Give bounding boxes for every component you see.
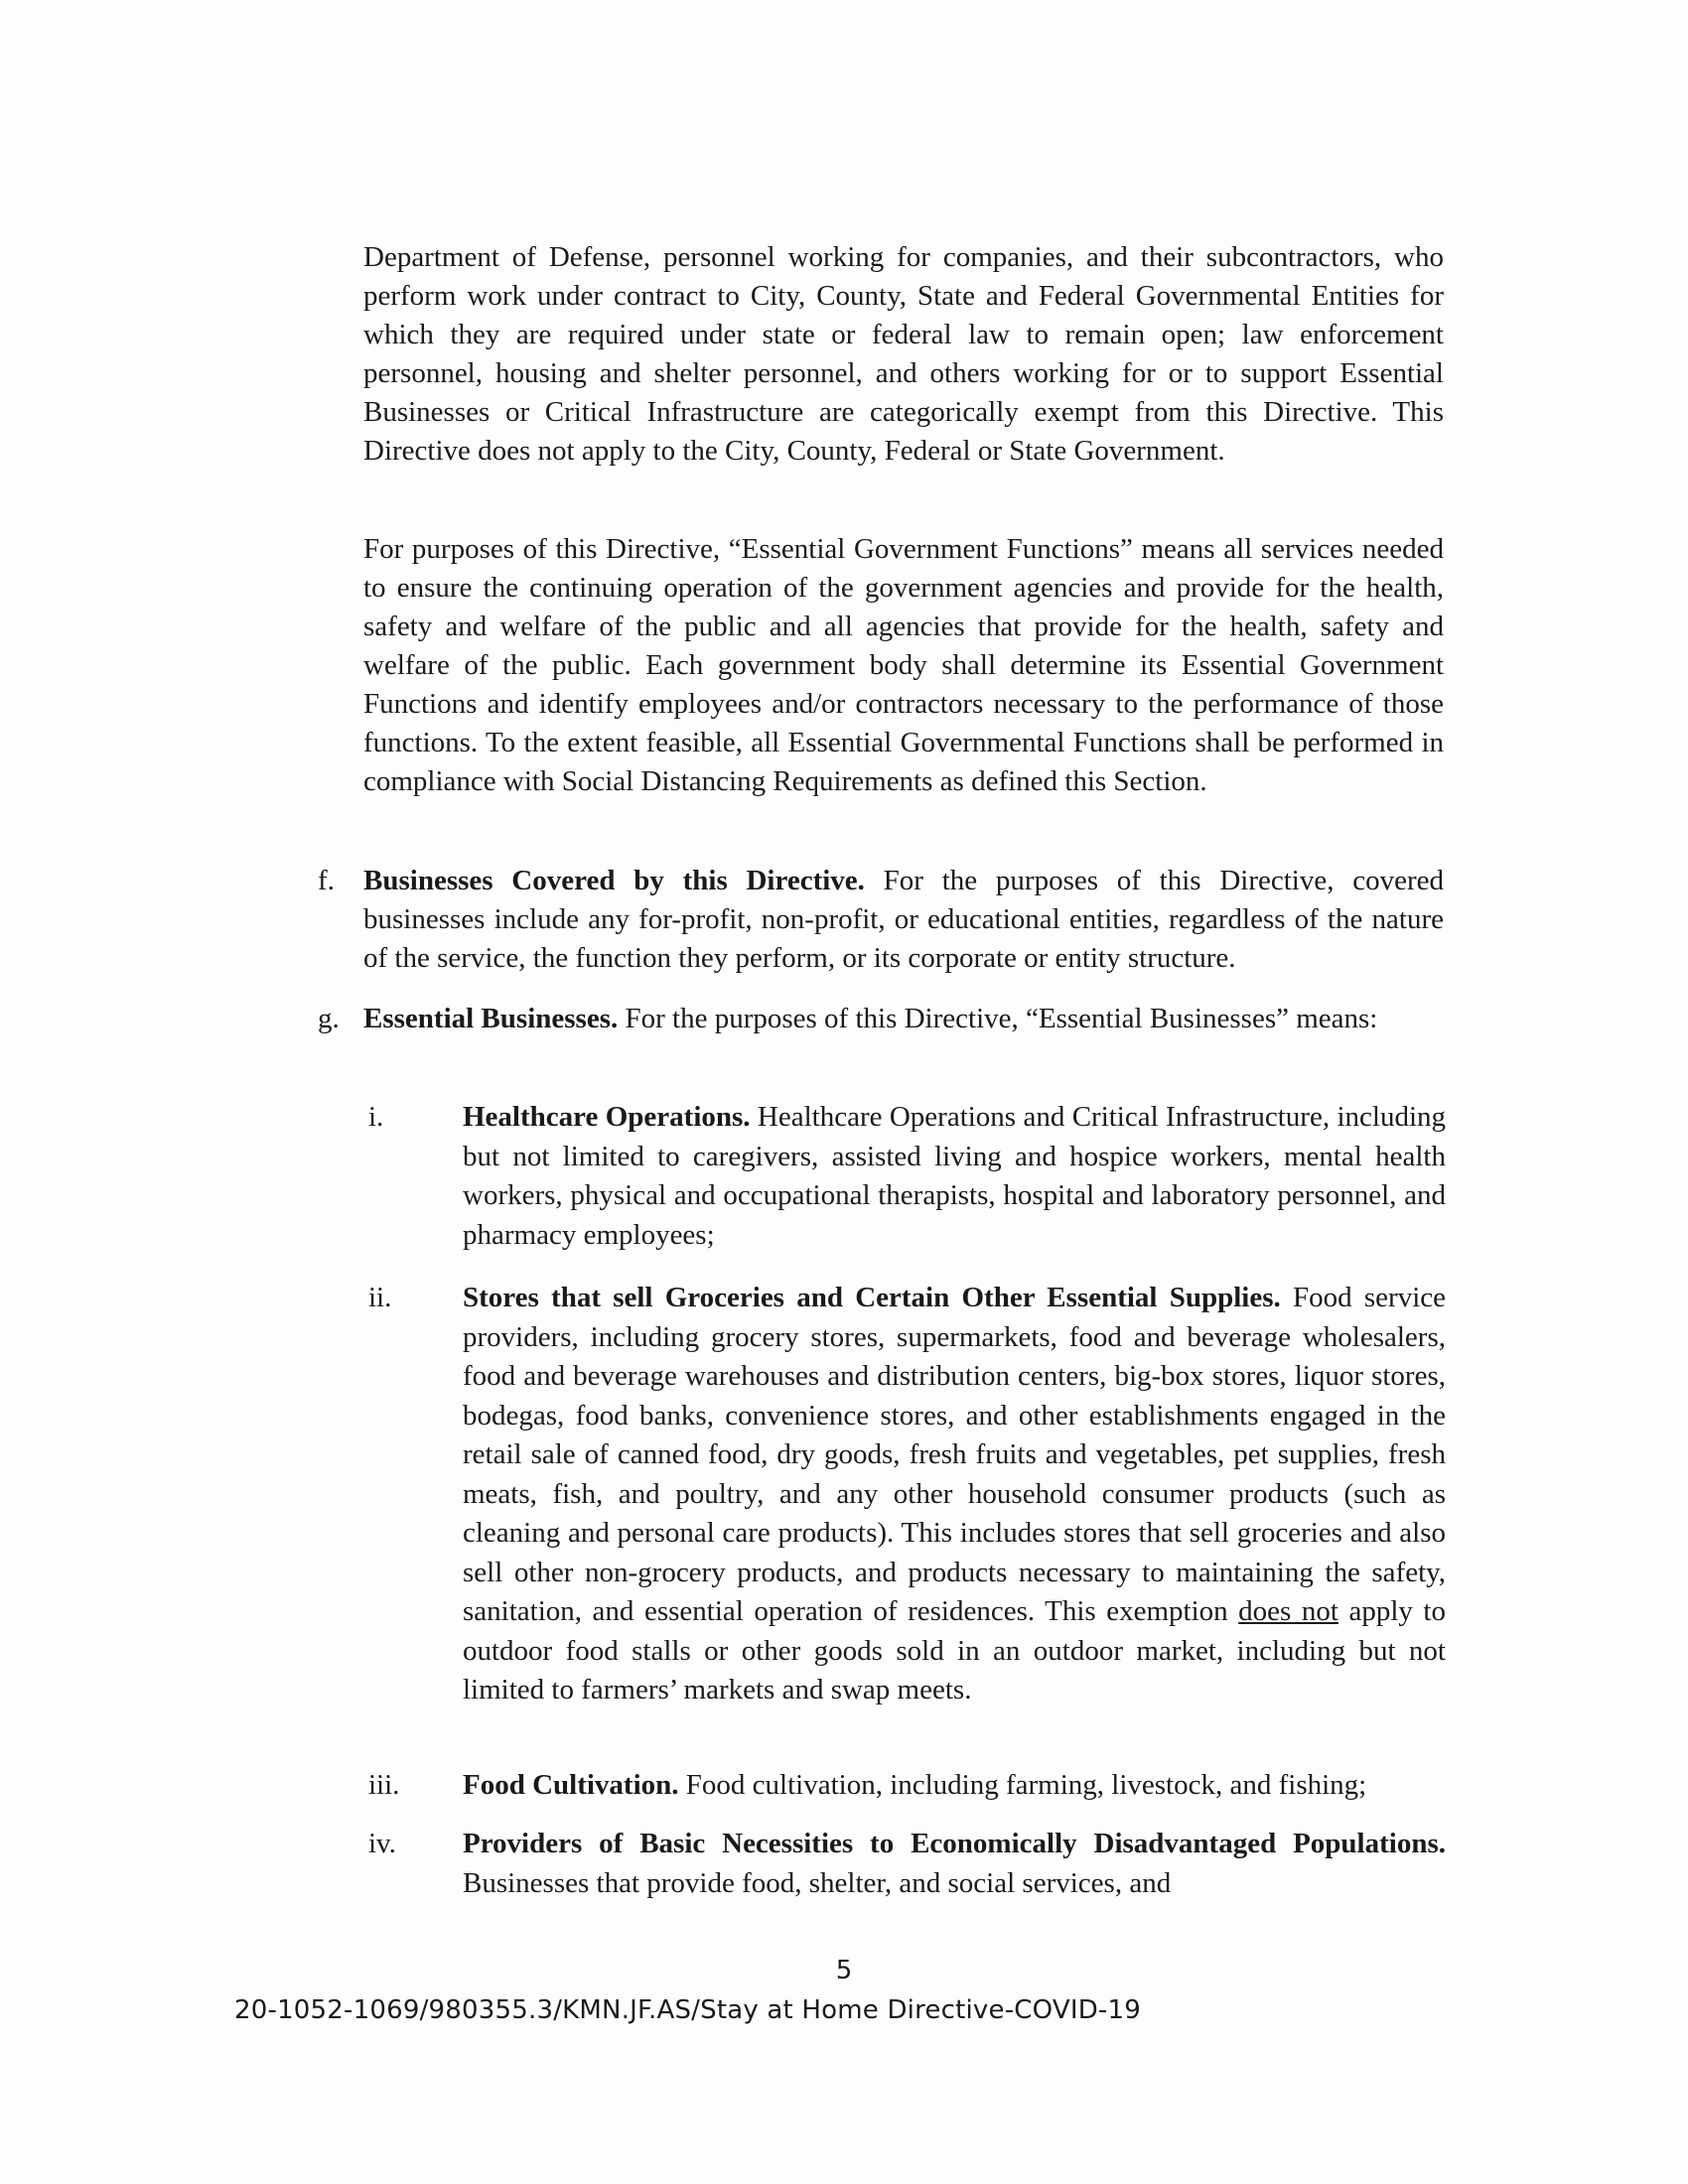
item-i-text: Healthcare Operations and Critical Infrastructure, including but not limited to caregivers, assisted living and hospice workers, mental health workers, physical and occupational therapists, hospital and laboratory personnel, and pharmacy employees; <box>463 1101 1446 1251</box>
section-f-paragraph <box>363 862 1444 978</box>
paragraph-exemptions: Department of Defense, personnel working for companies, and their subcontractors, who perform work under contract to City, County, State and Federal Governmental Entities for which they are required under state or federal law to remain open; law enforcement personnel, housing and shelter personnel, and others working for or to support Essential Businesses or Critical Infrastructure are categorically exempt from this Directive. This Directive does not apply to the City, County, Federal or State Government. <box>363 241 1444 467</box>
paragraph-essential-government-functions: For purposes of this Directive, “Essential Government Functions” means all services needed to ensure the continuing operation of the government agencies and provide for the health, safety and welfare of the public and all agencies that provide for the health, safety and welfare of the public. Each government body shall determine its Essential Government Functions and identify employees and/or contractors necessary to the performance of those functions. To the extent feasible, all Essential Governmental Functions shall be performed in compliance with Social Distancing Requirements as defined this Section. <box>363 533 1444 797</box>
page-number: 5 <box>835 1956 853 1985</box>
item-iii-heading: Food Cultivation. <box>463 1769 679 1801</box>
item-iii-text: Food cultivation, including farming, livestock, and fishing; <box>678 1769 1367 1801</box>
item-iv-marker: iv. <box>368 1828 396 1859</box>
item-ii-text-after: apply to outdoor food stalls or other goods sold in an outdoor market, including but not limited to farmers’ markets and swap meets. <box>463 1595 1446 1706</box>
section-g-paragraph <box>363 1000 1444 1038</box>
document-id-footer: 20-1052-1069/980355.3/KMN.JF.AS/Stay at Home Directive-COVID-19 <box>234 1995 1141 2025</box>
item-ii-paragraph <box>463 1279 1446 1710</box>
item-iv-paragraph <box>463 1825 1446 1903</box>
item-ii-text-before: Food service providers, including grocery stores, supermarkets, food and beverage wholesalers, food and beverage warehouses and distribution centers, big-box stores, liquor stores, bodegas, food banks, convenience stores, and other establishments engaged in the retail sale of canned food, dry goods, fresh fruits and vegetables, pet supplies, fresh meats, fish, and poultry, and any other household consumer products (such as cleaning and personal care products). This includes stores that sell groceries and also sell other non-grocery products, and products necessary to maintaining the safety, sanitation, and essential operation of residences. This exemption <box>463 1282 1446 1627</box>
item-ii-heading: Stores that sell Groceries and Certain Other Essential Supplies. <box>463 1282 1281 1313</box>
item-iii-marker: iii. <box>368 1769 400 1801</box>
section-f-text: For the purposes of this Directive, covered businesses include any for-profit, non-profit, or educational entities, regardless of the nature of the service, the function they perform, or its corporate or entity structure. <box>363 865 1445 974</box>
item-ii-marker: ii. <box>368 1282 392 1313</box>
item-i-paragraph <box>463 1098 1446 1255</box>
section-f-marker: f. <box>318 865 335 896</box>
item-iii-paragraph <box>463 1766 1446 1806</box>
item-ii-underlined: does not <box>1238 1595 1338 1627</box>
section-f-heading: Businesses Covered by this Directive. <box>363 865 865 896</box>
item-iv-heading: Providers of Basic Necessities to Economically Disadvantaged Populations. <box>463 1828 1446 1859</box>
item-i-heading: Healthcare Operations. <box>463 1101 751 1133</box>
section-g-heading: Essential Businesses. <box>363 1003 619 1034</box>
section-g-text: For the purposes of this Directive, “Essential Businesses” means: <box>618 1003 1378 1034</box>
section-g-marker: g. <box>318 1003 340 1034</box>
item-i-marker: i. <box>368 1101 384 1133</box>
item-iv-text: Businesses that provide food, shelter, and social services, and <box>463 1866 1172 1899</box>
